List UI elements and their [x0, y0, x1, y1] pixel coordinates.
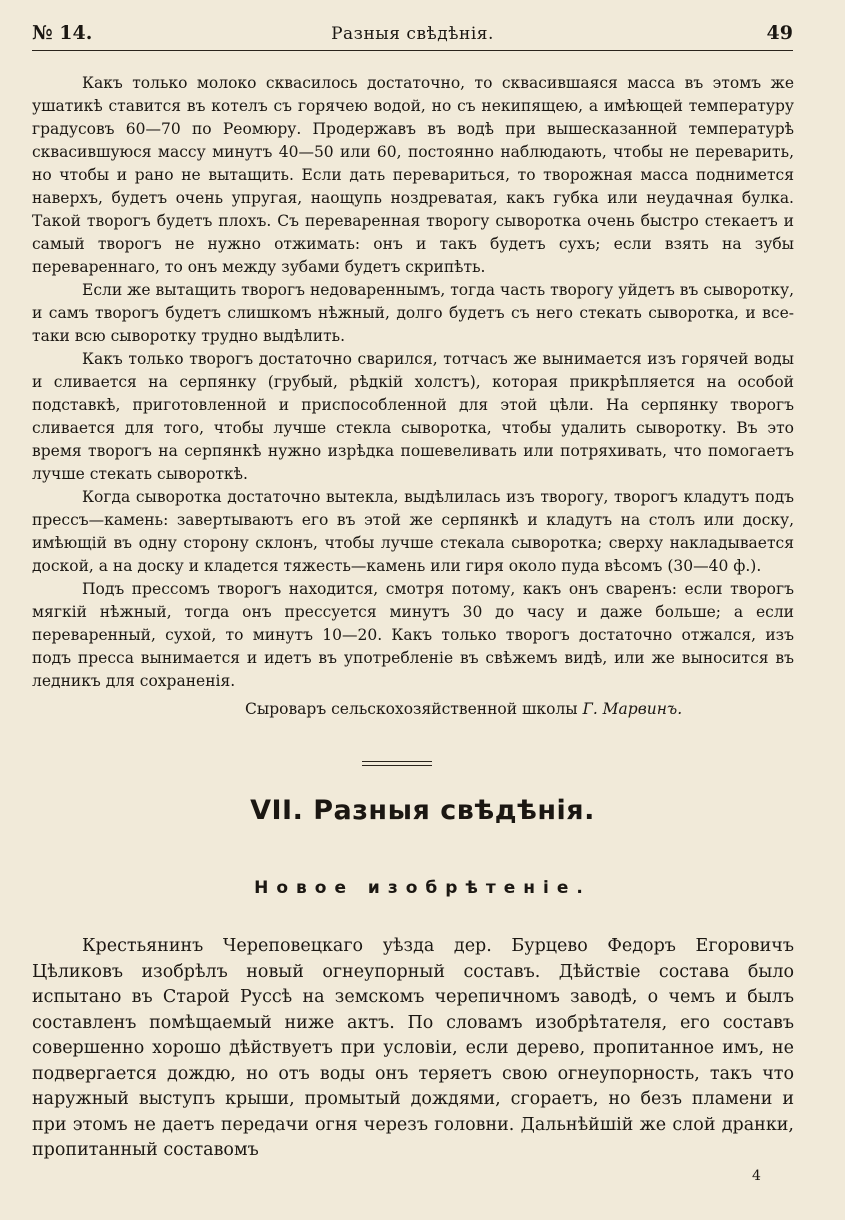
sheet-number: 4 [752, 1168, 761, 1184]
signature-author: Г. Марвинъ. [582, 700, 683, 718]
paragraph: Какъ только молоко сквасилось достаточно, то сквасившаяся масса въ этомъ же ушатикѣ ставится въ котелъ съ горячею водой, но съ некипящею, а имѣющей температуру градусовъ 60—70 по Реомюру. Продержавъ въ водѣ при вышесказанной температурѣ сквасившуюся массу минутъ 40—50 или 60, постоянно наблюдають, чтобы не переварить, но чтобы и рано не вытащить. Если дать перевариться, то творожная масса поднимется наверхъ, будетъ очень упругая, наощупь ноздреватая, какъ губка или неудачная булка. Такой творогъ будетъ плохъ. Съ переваренная творогу сыворотка очень быстро стекаетъ и самый творогъ не нужно отжимать: онъ и такъ будетъ сухъ; если взять на зубы перевареннаго, то онъ между зубами будетъ скрипѣть. [32, 74, 794, 276]
section-divider [362, 761, 432, 762]
article-top-body [32, 72, 794, 693]
signature-role: Сыроваръ сельскохозяйственной школы [245, 700, 578, 718]
paragraph: Подъ прессомъ творогъ находится, смотря потому, какъ онъ сваренъ: если творогъ мягкій нѣжный, тогда онъ прессуется минутъ 30 до часу и даже больше; а если переваренный, сухой, то минутъ 10—20. Какъ только творогъ достаточно отжался, изъ подъ пресса вынимается и идетъ въ употребленіе въ свѣжемъ видѣ, или же выносится въ ледникъ для сохраненія. [32, 580, 794, 690]
paragraph: Какъ только творогъ достаточно сварился, тотчасъ же вынимается изъ горячей воды и сливается на серпянку (грубый, рѣдкій холстъ), которая прикрѣпляется на особой подставкѣ, приготовленной и приспособленной для этой цѣли. На серпянку творогъ сливается для того, чтобы лучше стекла сыворотка, чтобы удалить сыворотку. Въ это время творогъ на серпянкѣ нужно изрѣдка пошевеливать или потряхивать, что помогаетъ лучше стекать сывороткѣ. [32, 350, 794, 483]
signature [245, 700, 682, 718]
running-title: Разныя свѣдѣнія. [331, 24, 494, 44]
section-divider [362, 765, 432, 766]
issue-number: № 14. [32, 22, 93, 44]
paragraph: Когда сыворотка достаточно вытекла, выдѣлилась изъ творогу, творогъ кладутъ подъ прессъ—камень: завертываютъ его въ этой же серпянкѣ и кладутъ на столъ или доску, имѣющій въ одну сторону склонъ, чтобы лучше стекала сыворотка; сверху накладывается доской, а на доску и кладется тяжесть—камень или гиря около пуда вѣсомъ (30—40 ф.). [32, 488, 794, 575]
article-heading: Новое изобрѣтеніе. [254, 878, 591, 898]
section-heading: VII. Разныя свѣдѣнія. [250, 795, 595, 826]
page-number: 49 [766, 22, 793, 44]
paragraph: Если же вытащить творогъ недовареннымъ, тогда часть творогу уйдетъ въ сыворотку, и самъ творогъ будетъ слишкомъ нѣжный, долго будетъ съ него стекать сыворотка, и все-таки всю сыворотку трудно выдѣлить. [32, 281, 794, 345]
paragraph: Крестьянинъ Череповецкаго уѣзда дер. Бурцево Федоръ Егоровичъ Цѣликовъ изобрѣлъ новый огнеупорный составъ. Дѣйствіе состава было испытано въ Старой Руссѣ на земскомъ черепичномъ заводѣ, о чемъ и былъ составленъ помѣщаемый ниже актъ. По словамъ изобрѣтателя, его составъ совершенно хорошо дѣйствуетъ при условіи, если дерево, пропитанное имъ, не подвергается дождю, но отъ воды онъ теряетъ свою огнеупорность, такъ что наружный выступъ крыши, промытый дождями, сгораетъ, но безъ пламени и при этомъ не даетъ передачи огня черезъ головни. Дальнѣйшій же слой дранки, пропитанный составомъ [32, 936, 794, 1160]
article-bottom-body [32, 934, 794, 1164]
page-header [32, 22, 793, 51]
